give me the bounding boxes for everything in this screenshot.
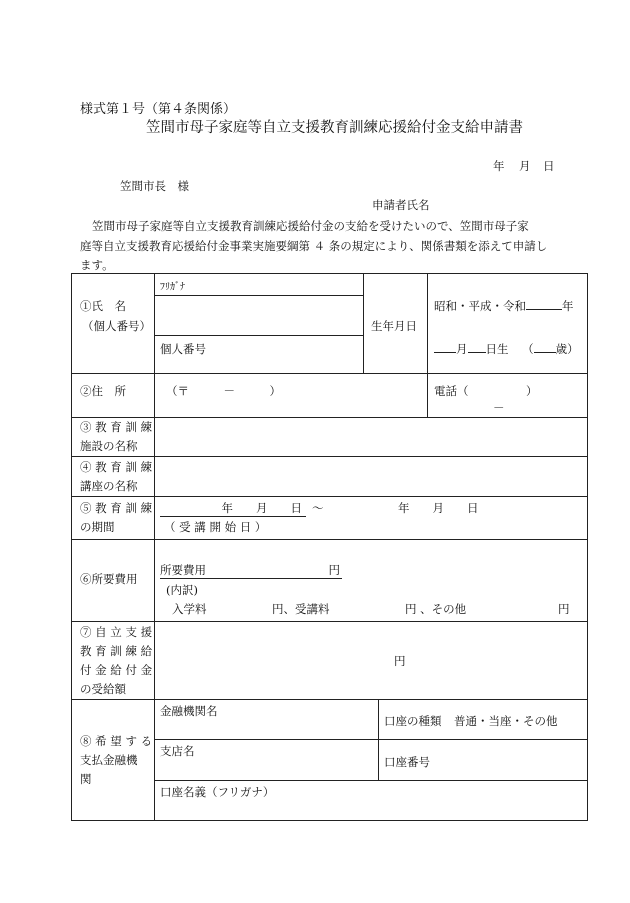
name-field[interactable]: [155, 297, 361, 333]
furigana-label: ﾌﾘｶﾞﾅ: [160, 282, 185, 293]
benefit-label-1: ⑦ 自 立 支 援: [80, 625, 153, 639]
addressee: 笠間市長 様: [120, 179, 189, 193]
intro-line-2: 庭等自立支援教育応援給付金事業実施要綱第 ４ 条の規定により、関係書類を添えて申請し: [80, 239, 548, 253]
name-label: ①氏 名: [80, 299, 126, 313]
address-label: ②住 所: [80, 384, 126, 398]
course-label-1: ④ 教 育 訓 練: [80, 460, 153, 474]
branch-name-field[interactable]: 支店名: [160, 744, 195, 758]
other-label: 円 、その他: [405, 602, 467, 616]
period-start-field[interactable]: 年 月 日: [160, 500, 306, 517]
form-number: 様式第１号（第４条関係）: [80, 102, 237, 117]
mynumber-label-paren: （個人番号）: [82, 319, 151, 333]
applicant-name-label: 申請者氏名: [372, 198, 430, 212]
mynumber-label: 個人番号: [160, 342, 206, 356]
intro-line-1: 笠間市母子家庭等自立支援教育訓練応援給付金の支給を受けたいので、笠間市母子家: [92, 219, 529, 233]
course-name-field[interactable]: [156, 458, 586, 495]
account-type-options[interactable]: 普通・当座・その他: [454, 714, 558, 728]
birth-year-label: 年: [562, 299, 574, 313]
period-end-field[interactable]: 年 月 日: [398, 501, 479, 515]
bank-label-1: ⑧ 希 望 す る: [80, 734, 153, 748]
phone-dash: －: [493, 401, 505, 415]
period-label-1: ⑤ 教 育 訓 練: [80, 501, 153, 515]
period-start-note: （ 受 講 開 始 日 ）: [164, 520, 267, 534]
breakdown-label: (内訳): [166, 583, 198, 597]
period-label-2: の期間: [80, 520, 115, 534]
era-text: 昭和・平成・令和: [434, 299, 526, 313]
period-tilde: ～: [312, 501, 324, 515]
total-cost-field[interactable]: 所要費用 円: [160, 563, 340, 577]
institution-name-field[interactable]: 金融機関名: [160, 704, 218, 718]
date-month-label: 月: [519, 159, 531, 173]
facility-label-1: ③ 教 育 訓 練: [80, 420, 153, 434]
bank-label-2: 支払金融機: [80, 753, 138, 767]
account-number-field[interactable]: 口座番号: [384, 755, 430, 769]
bank-label-3: 関: [80, 772, 92, 786]
birth-month-day: 月 日生 （ 歳）: [434, 341, 579, 357]
date-year-label: 年: [493, 159, 505, 173]
entry-fee-label: 入学料: [172, 602, 207, 616]
intro-line-3: ます。: [80, 258, 114, 272]
facility-name-field[interactable]: [156, 419, 586, 455]
cost-label: ⑥所要費用: [80, 572, 138, 586]
birthdate-label: 生年月日: [371, 319, 417, 333]
facility-label-2: 施設の名称: [80, 439, 138, 453]
tuition-label: 円、受講料: [272, 602, 330, 616]
phone-field[interactable]: 電話（ ）: [434, 384, 538, 398]
benefit-label-2: 教 育 訓 練 給: [80, 644, 153, 658]
form-title: 笠間市母子家庭等自立支援教育訓練応援給付金支給申請書: [146, 120, 523, 136]
era-options: [434, 298, 574, 314]
benefit-label-4: の受給額: [80, 682, 126, 696]
course-label-2: 講座の名称: [80, 479, 138, 493]
account-holder-field[interactable]: 口座名義（フリガナ）: [160, 785, 275, 799]
date-day-label: 日: [543, 159, 555, 173]
account-type-label: 口座の種類: [384, 714, 442, 728]
benefit-amount-field[interactable]: 円: [394, 654, 406, 668]
benefit-label-3: 付 金 給 付 金: [80, 663, 153, 677]
postal-code-field[interactable]: （〒 － ）: [166, 384, 281, 398]
other-yen: 円: [558, 602, 570, 616]
